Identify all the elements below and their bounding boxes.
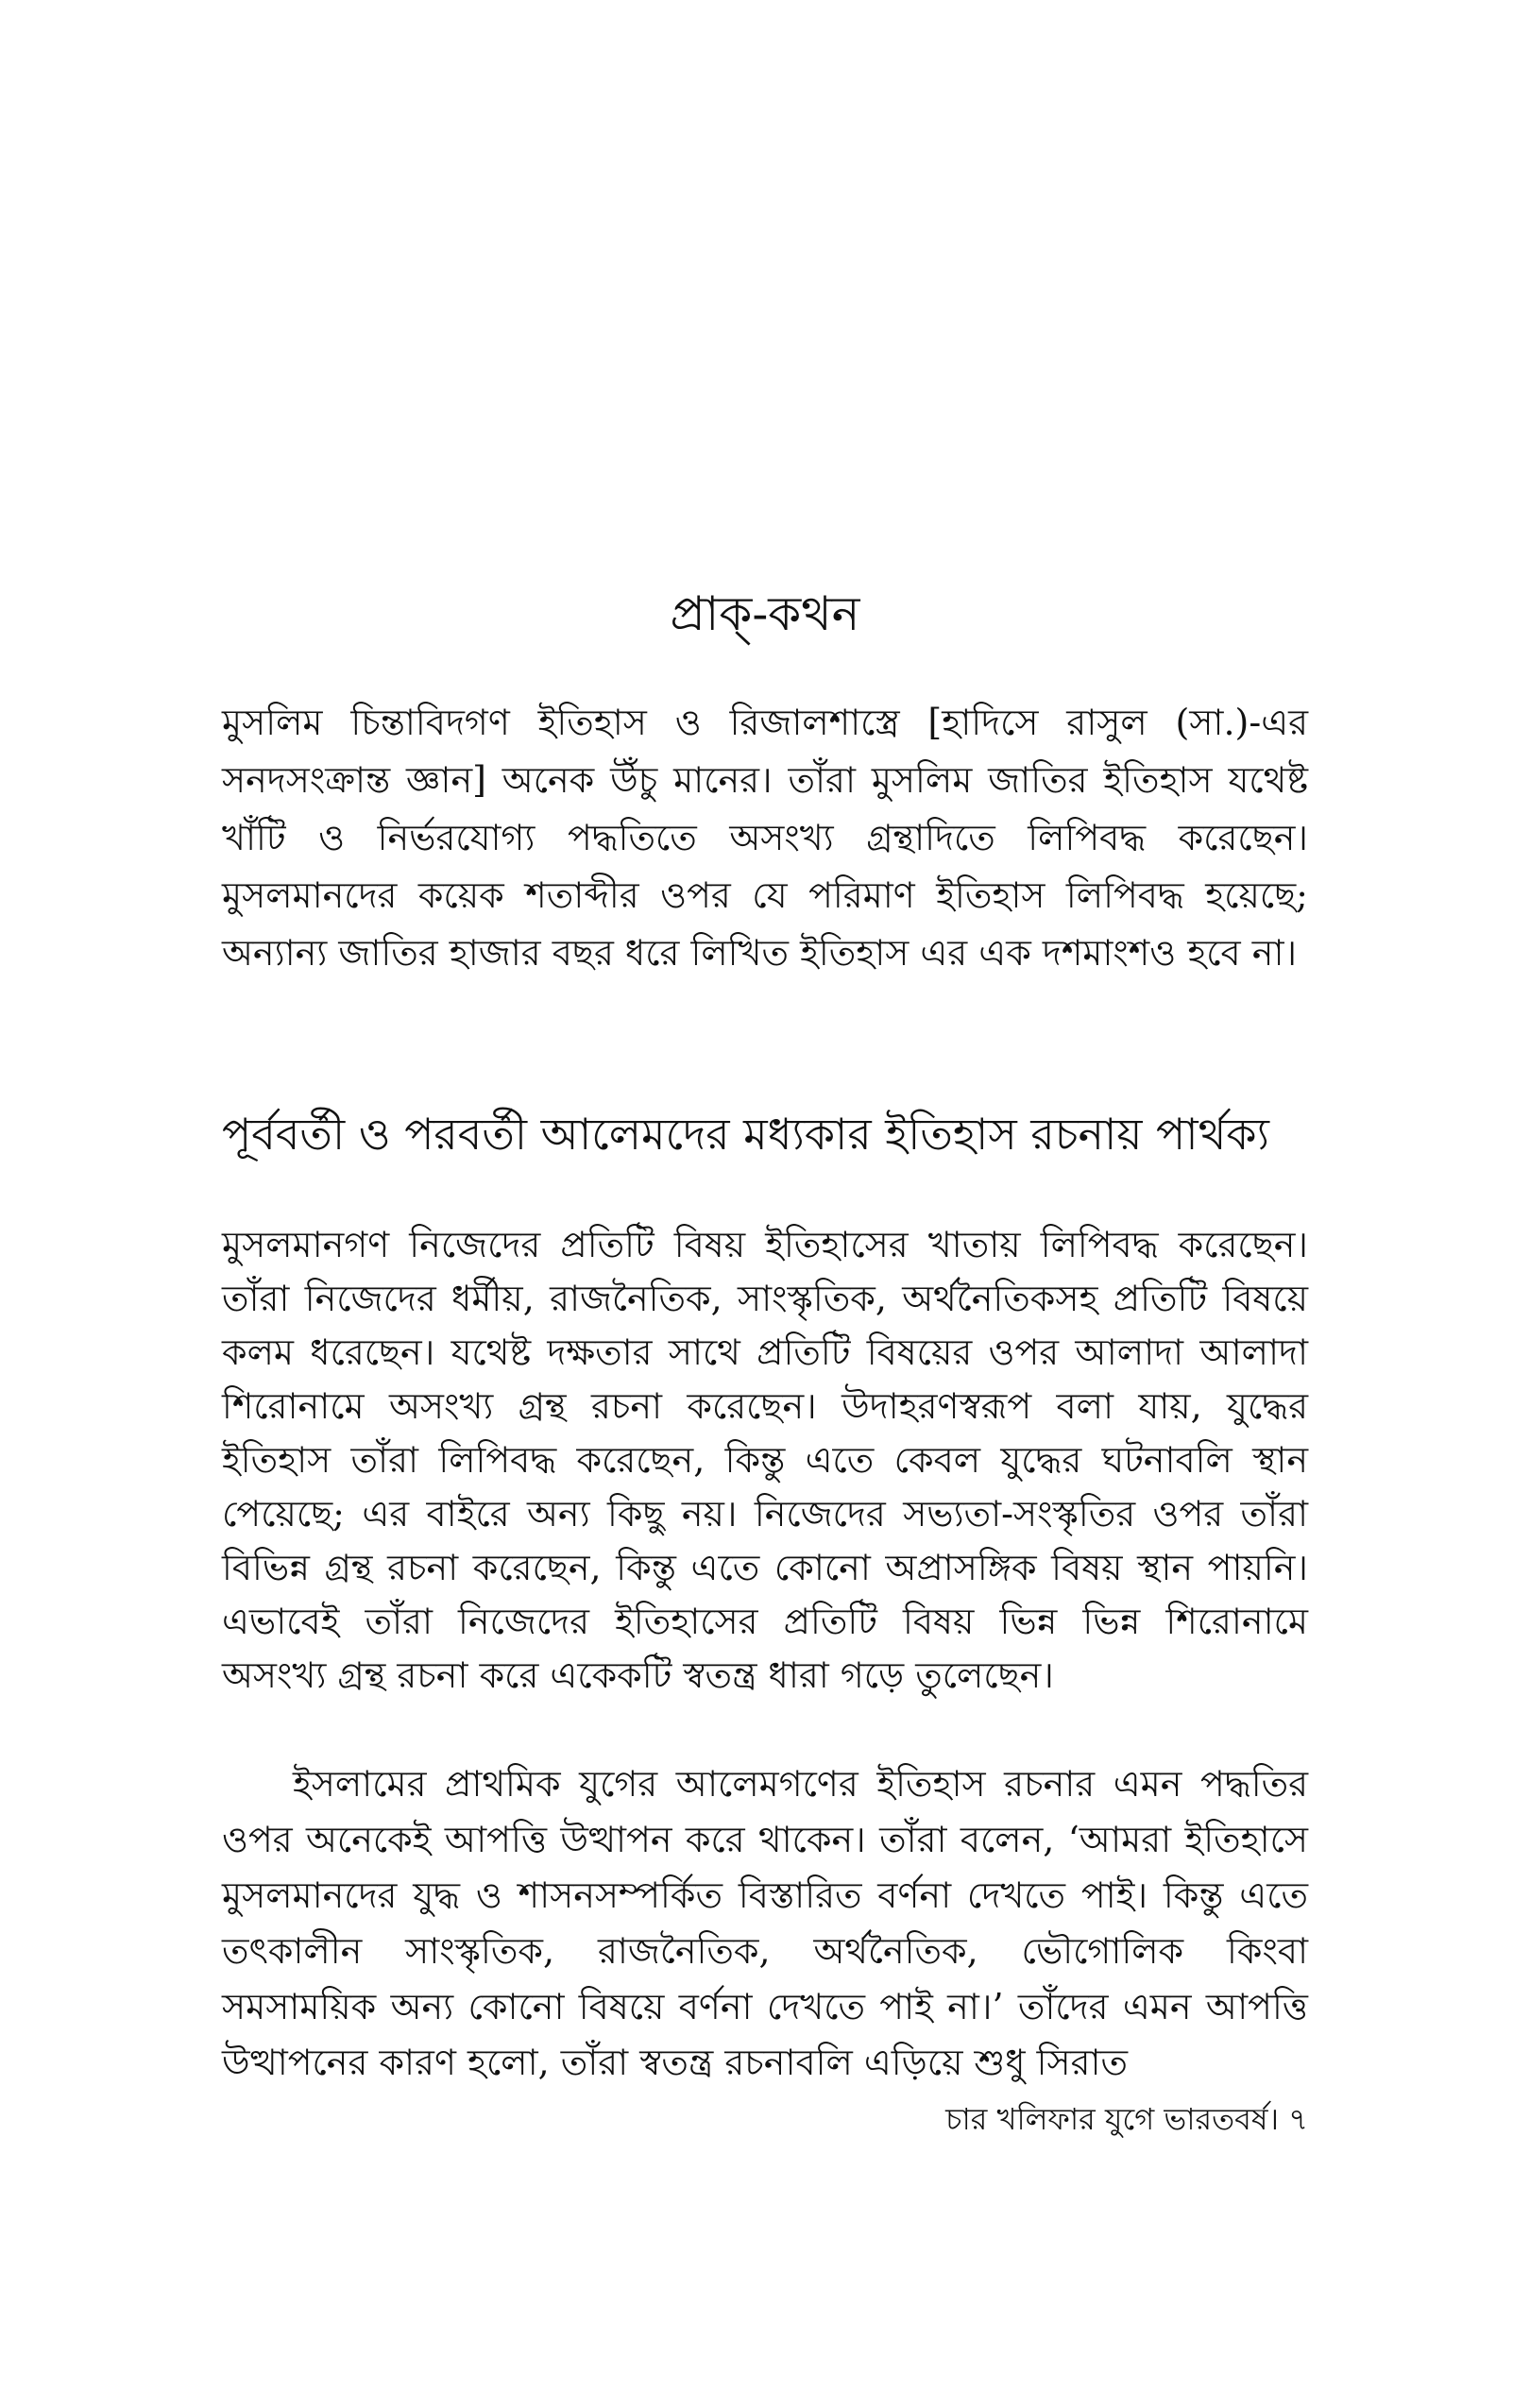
- section-heading: পূর্ববর্তী ও পরবর্তী আলেমদের মধ্যকার ইতিহাস রচনায় পার্থক্য: [222, 1109, 1269, 1160]
- page-footer: চার খলিফার যুগে ভারতবর্ষ। ৭: [945, 2101, 1308, 2137]
- page-title: প্রাক্-কথন: [670, 586, 860, 641]
- body-paragraph-2: ইসলামের প্রাথমিক যুগের আলেমগণের ইতিহাস রচনার এমন পদ্ধতির ওপর অনেকেই আপত্তি উত্থাপন করে থাকেন। তাঁরা বলেন, ‘আমরা ইতিহাসে মুসলমানদের যুদ্ধ ও শাসনসম্পর্কিত বিস্তারিত বর্ণনা দেখতে পাই। কিন্তু এতে তৎকালীন সাংস্কৃতিক, রাজনৈতিক, অর্থনৈতিক, ভৌগোলিক কিংবা সমসাময়িক অন্য কোনো বিষয়ে বর্ণনা দেখতে পাই না।’ তাঁদের এমন আপত্তি উত্থাপনের কারণ হলো, তাঁরা স্বতন্ত্র রচনাবলি এড়িয়ে শুধু সিরাত: [222, 1763, 1308, 2083]
- intro-paragraph: মুসলিম চিন্তাবিদগণ ইতিহাস ও রিজালশাস্ত্রে [হাদিসে রাসুল (সা.)-এর সনদসংক্রান্ত জ্ঞান] অনেক উঁচু মানের। তাঁরা মুসলিম জাতির ইতিহাস যথেষ্ট খাঁটি ও নির্ভরযোগ্য পদ্ধতিতে অসংখ্য গ্রন্থাদিতে লিপিবদ্ধ করেছেন। মুসলমানদের কয়েক শতাব্দীর ওপর যে পরিমাণ ইতিহাস লিপিবদ্ধ হয়েছে; অন্যান্য জাতির হাজার বছর ধরে লিখিত ইতিহাস এর এক দশমাংশও হবে না।: [222, 702, 1308, 974]
- body-paragraph-1: মুসলমানগণ নিজেদের প্রতিটি বিষয় ইতিহাসের খাতায় লিপিবদ্ধ করেছেন। তাঁরা নিজেদের ধর্মীয়, রাজনৈতিক, সাংস্কৃতিক, অর্থনৈতিকসহ প্রতিটি বিষয়ে কলম ধরেছেন। যথেষ্ট দক্ষতার সাথে প্রতিটি বিষয়ের ওপর আলাদা আলাদা শিরোনামে অসংখ্য গ্রন্থ রচনা করেছেন। উদাহরণস্বরূপ বলা যায়, যুদ্ধের ইতিহাস তাঁরা লিপিবদ্ধ করেছেন, কিন্তু এতে কেবল যুদ্ধের ঘটনাবলি স্থান পেয়েছে; এর বাইরে অন্য কিছু নয়। নিজেদের সভ্যতা-সংস্কৃতির ওপর তাঁরা বিভিন্ন গ্রন্থ রচনা করেছেন, কিন্তু এতে কোনো অপ্রাসঙ্গিক বিষয় স্থান পায়নি। এভাবেই তাঁরা নিজেদের ইতিহাসের প্রতিটি বিষয় ভিন্ন ভিন্ন শিরোনামে অসংখ্য গ্রন্থ রচনা করে একেকটি স্বতন্ত্র ধারা গড়ে তুলেছেন।: [222, 1224, 1308, 1696]
